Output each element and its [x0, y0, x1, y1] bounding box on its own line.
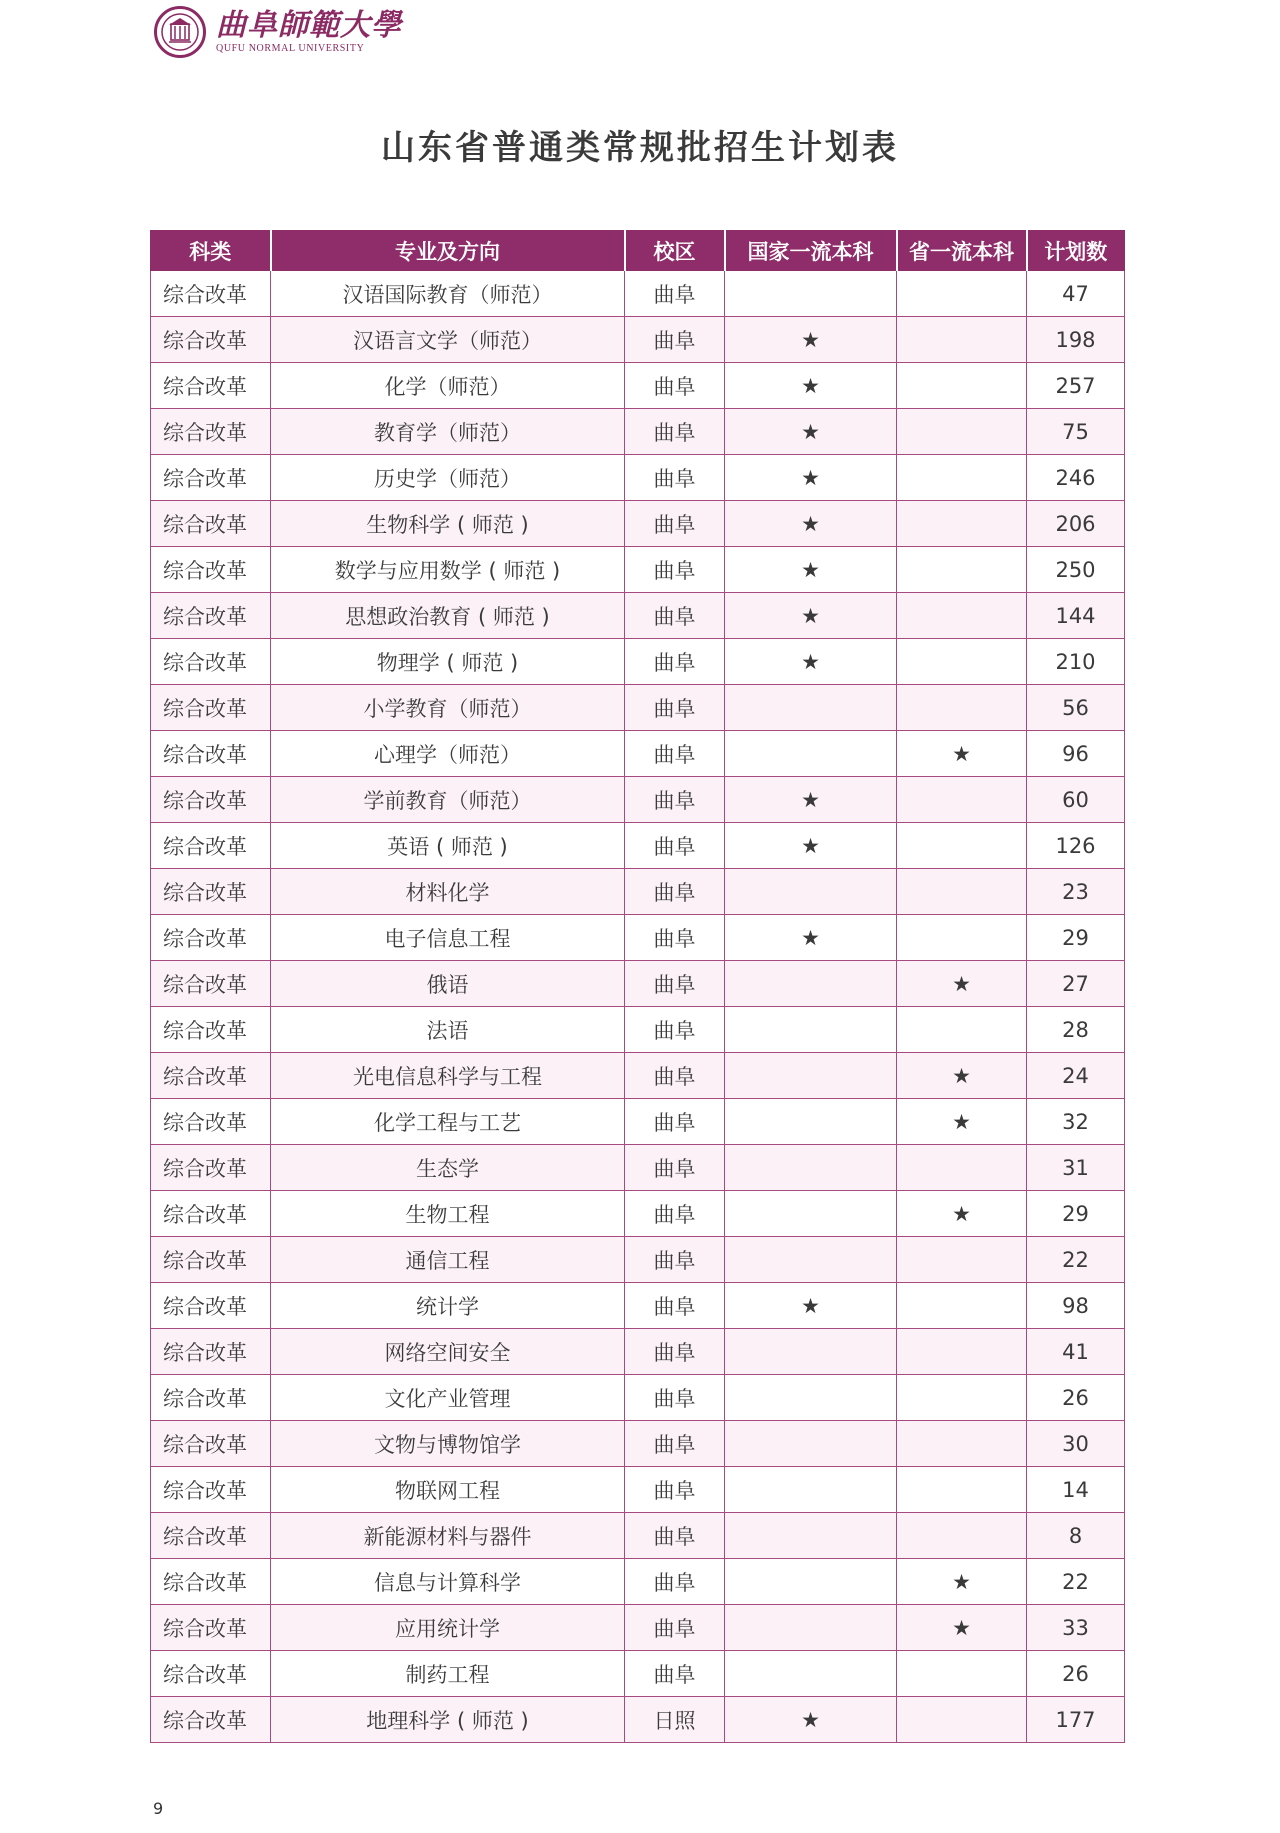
header-plan-count: 计划数	[1027, 231, 1125, 271]
cell-major: 新能源材料与器件	[271, 1513, 625, 1559]
table-row	[151, 1559, 1125, 1605]
table-row	[151, 639, 1125, 685]
table-row	[151, 1329, 1125, 1375]
cell-category: 综合改革	[151, 685, 271, 731]
cell-campus: 曲阜	[625, 593, 725, 639]
cell-category: 综合改革	[151, 455, 271, 501]
cell-major: 生态学	[271, 1145, 625, 1191]
cell-campus: 曲阜	[625, 1053, 725, 1099]
cell-major: 历史学（师范）	[271, 455, 625, 501]
cell-national-first-class	[725, 1605, 897, 1651]
cell-national-first-class	[725, 1651, 897, 1697]
cell-plan-count: 96	[1027, 731, 1125, 777]
cell-major: 物联网工程	[271, 1467, 625, 1513]
table-row	[151, 1697, 1125, 1743]
cell-major: 网络空间安全	[271, 1329, 625, 1375]
table-row	[151, 1283, 1125, 1329]
cell-major: 文化产业管理	[271, 1375, 625, 1421]
cell-provincial-first-class	[897, 501, 1027, 547]
cell-category: 综合改革	[151, 869, 271, 915]
header-category: 科类	[151, 231, 271, 271]
cell-major: 教育学（师范）	[271, 409, 625, 455]
cell-major: 化学工程与工艺	[271, 1099, 625, 1145]
table-row	[151, 823, 1125, 869]
table-row	[151, 1605, 1125, 1651]
table-row	[151, 1651, 1125, 1697]
cell-provincial-first-class	[897, 1007, 1027, 1053]
cell-category: 综合改革	[151, 1283, 271, 1329]
table-row	[151, 731, 1125, 777]
cell-category: 综合改革	[151, 639, 271, 685]
cell-plan-count: 30	[1027, 1421, 1125, 1467]
cell-campus: 曲阜	[625, 685, 725, 731]
cell-plan-count: 246	[1027, 455, 1125, 501]
logo-name-cn: 曲阜師範大學	[216, 8, 402, 43]
cell-plan-count: 8	[1027, 1513, 1125, 1559]
cell-major: 俄语	[271, 961, 625, 1007]
cell-major: 统计学	[271, 1283, 625, 1329]
cell-major: 信息与计算科学	[271, 1559, 625, 1605]
cell-national-first-class: ★	[725, 593, 897, 639]
cell-major: 小学教育（师范）	[271, 685, 625, 731]
cell-campus: 曲阜	[625, 1007, 725, 1053]
cell-national-first-class: ★	[725, 639, 897, 685]
cell-category: 综合改革	[151, 1375, 271, 1421]
cell-provincial-first-class	[897, 685, 1027, 731]
cell-national-first-class: ★	[725, 363, 897, 409]
cell-provincial-first-class: ★	[897, 961, 1027, 1007]
cell-plan-count: 177	[1027, 1697, 1125, 1743]
table-row	[151, 455, 1125, 501]
cell-national-first-class: ★	[725, 777, 897, 823]
cell-plan-count: 23	[1027, 869, 1125, 915]
cell-category: 综合改革	[151, 317, 271, 363]
cell-national-first-class	[725, 1191, 897, 1237]
cell-major: 汉语言文学（师范）	[271, 317, 625, 363]
cell-plan-count: 56	[1027, 685, 1125, 731]
cell-provincial-first-class	[897, 1329, 1027, 1375]
table-row	[151, 1145, 1125, 1191]
cell-category: 综合改革	[151, 731, 271, 777]
cell-campus: 曲阜	[625, 915, 725, 961]
cell-plan-count: 126	[1027, 823, 1125, 869]
cell-provincial-first-class	[897, 1421, 1027, 1467]
cell-provincial-first-class	[897, 639, 1027, 685]
cell-campus: 日照	[625, 1697, 725, 1743]
cell-provincial-first-class	[897, 271, 1027, 317]
table-row	[151, 271, 1125, 317]
cell-major: 文物与博物馆学	[271, 1421, 625, 1467]
cell-major: 化学（师范）	[271, 363, 625, 409]
cell-campus: 曲阜	[625, 1145, 725, 1191]
cell-campus: 曲阜	[625, 317, 725, 363]
cell-national-first-class	[725, 1329, 897, 1375]
cell-category: 综合改革	[151, 823, 271, 869]
cell-campus: 曲阜	[625, 1605, 725, 1651]
cell-campus: 曲阜	[625, 1375, 725, 1421]
cell-provincial-first-class	[897, 409, 1027, 455]
cell-plan-count: 98	[1027, 1283, 1125, 1329]
cell-provincial-first-class	[897, 593, 1027, 639]
cell-category: 综合改革	[151, 1651, 271, 1697]
cell-category: 综合改革	[151, 1467, 271, 1513]
cell-plan-count: 75	[1027, 409, 1125, 455]
table-row	[151, 1421, 1125, 1467]
table-row	[151, 777, 1125, 823]
cell-national-first-class	[725, 1467, 897, 1513]
cell-category: 综合改革	[151, 1145, 271, 1191]
cell-major: 通信工程	[271, 1237, 625, 1283]
page-title: 山东省普通类常规批招生计划表	[381, 128, 899, 168]
cell-category: 综合改革	[151, 501, 271, 547]
cell-campus: 曲阜	[625, 1421, 725, 1467]
cell-national-first-class: ★	[725, 317, 897, 363]
table-row	[151, 1007, 1125, 1053]
table-row	[151, 593, 1125, 639]
cell-campus: 曲阜	[625, 363, 725, 409]
cell-national-first-class	[725, 1099, 897, 1145]
cell-plan-count: 32	[1027, 1099, 1125, 1145]
cell-major: 地理科学 ( 师范 )	[271, 1697, 625, 1743]
cell-provincial-first-class	[897, 915, 1027, 961]
header-campus: 校区	[625, 231, 725, 271]
cell-plan-count: 210	[1027, 639, 1125, 685]
cell-campus: 曲阜	[625, 823, 725, 869]
cell-national-first-class	[725, 731, 897, 777]
cell-national-first-class	[725, 1237, 897, 1283]
cell-provincial-first-class	[897, 1513, 1027, 1559]
cell-category: 综合改革	[151, 1053, 271, 1099]
cell-provincial-first-class: ★	[897, 1605, 1027, 1651]
cell-major: 应用统计学	[271, 1605, 625, 1651]
cell-major: 学前教育（师范）	[271, 777, 625, 823]
cell-plan-count: 29	[1027, 915, 1125, 961]
cell-national-first-class	[725, 1053, 897, 1099]
cell-major: 心理学（师范）	[271, 731, 625, 777]
cell-national-first-class	[725, 685, 897, 731]
cell-national-first-class	[725, 1007, 897, 1053]
cell-national-first-class	[725, 1145, 897, 1191]
cell-provincial-first-class	[897, 363, 1027, 409]
cell-category: 综合改革	[151, 547, 271, 593]
cell-campus: 曲阜	[625, 271, 725, 317]
cell-provincial-first-class	[897, 455, 1027, 501]
header-major: 专业及方向	[271, 231, 625, 271]
cell-major: 英语 ( 师范 )	[271, 823, 625, 869]
header-provincial-first-class: 省一流本科	[897, 231, 1027, 271]
cell-plan-count: 26	[1027, 1375, 1125, 1421]
cell-category: 综合改革	[151, 593, 271, 639]
cell-provincial-first-class: ★	[897, 1053, 1027, 1099]
cell-campus: 曲阜	[625, 409, 725, 455]
cell-category: 综合改革	[151, 1559, 271, 1605]
cell-campus: 曲阜	[625, 1513, 725, 1559]
table-row	[151, 1237, 1125, 1283]
cell-campus: 曲阜	[625, 501, 725, 547]
cell-national-first-class	[725, 1375, 897, 1421]
cell-major: 法语	[271, 1007, 625, 1053]
cell-national-first-class: ★	[725, 823, 897, 869]
cell-provincial-first-class	[897, 1375, 1027, 1421]
table-row	[151, 685, 1125, 731]
cell-plan-count: 14	[1027, 1467, 1125, 1513]
cell-plan-count: 41	[1027, 1329, 1125, 1375]
cell-provincial-first-class	[897, 1283, 1027, 1329]
cell-campus: 曲阜	[625, 639, 725, 685]
table-row	[151, 1053, 1125, 1099]
cell-plan-count: 144	[1027, 593, 1125, 639]
table-row	[151, 317, 1125, 363]
cell-national-first-class	[725, 1559, 897, 1605]
cell-campus: 曲阜	[625, 547, 725, 593]
cell-campus: 曲阜	[625, 1237, 725, 1283]
cell-campus: 曲阜	[625, 1099, 725, 1145]
cell-campus: 曲阜	[625, 869, 725, 915]
cell-category: 综合改革	[151, 777, 271, 823]
cell-provincial-first-class	[897, 317, 1027, 363]
cell-national-first-class	[725, 1421, 897, 1467]
cell-campus: 曲阜	[625, 1559, 725, 1605]
cell-provincial-first-class	[897, 1651, 1027, 1697]
cell-provincial-first-class	[897, 1237, 1027, 1283]
cell-category: 综合改革	[151, 1421, 271, 1467]
cell-category: 综合改革	[151, 1007, 271, 1053]
cell-major: 数学与应用数学 ( 师范 )	[271, 547, 625, 593]
cell-campus: 曲阜	[625, 1467, 725, 1513]
enrollment-plan-table	[150, 230, 1125, 1743]
table-row	[151, 1467, 1125, 1513]
cell-provincial-first-class	[897, 1697, 1027, 1743]
cell-campus: 曲阜	[625, 1651, 725, 1697]
cell-national-first-class	[725, 271, 897, 317]
cell-category: 综合改革	[151, 363, 271, 409]
cell-campus: 曲阜	[625, 961, 725, 1007]
cell-major: 材料化学	[271, 869, 625, 915]
cell-plan-count: 31	[1027, 1145, 1125, 1191]
table-row	[151, 501, 1125, 547]
cell-category: 综合改革	[151, 1513, 271, 1559]
table-row	[151, 1191, 1125, 1237]
cell-plan-count: 250	[1027, 547, 1125, 593]
table-row	[151, 915, 1125, 961]
university-seal-icon	[154, 6, 206, 58]
cell-national-first-class: ★	[725, 501, 897, 547]
table-row	[151, 1099, 1125, 1145]
cell-major: 光电信息科学与工程	[271, 1053, 625, 1099]
cell-national-first-class: ★	[725, 409, 897, 455]
cell-national-first-class	[725, 869, 897, 915]
cell-plan-count: 33	[1027, 1605, 1125, 1651]
cell-national-first-class	[725, 1513, 897, 1559]
table-row	[151, 961, 1125, 1007]
cell-national-first-class: ★	[725, 455, 897, 501]
cell-plan-count: 60	[1027, 777, 1125, 823]
cell-national-first-class: ★	[725, 547, 897, 593]
cell-plan-count: 28	[1027, 1007, 1125, 1053]
cell-category: 综合改革	[151, 915, 271, 961]
page-number: 9	[153, 1799, 164, 1818]
logo-name-en: QUFU NORMAL UNIVERSITY	[216, 43, 365, 54]
cell-provincial-first-class: ★	[897, 731, 1027, 777]
cell-major: 物理学 ( 师范 )	[271, 639, 625, 685]
cell-plan-count: 27	[1027, 961, 1125, 1007]
cell-campus: 曲阜	[625, 777, 725, 823]
cell-plan-count: 257	[1027, 363, 1125, 409]
cell-national-first-class	[725, 961, 897, 1007]
table-row	[151, 869, 1125, 915]
cell-plan-count: 47	[1027, 271, 1125, 317]
cell-plan-count: 198	[1027, 317, 1125, 363]
cell-category: 综合改革	[151, 1329, 271, 1375]
cell-major: 制药工程	[271, 1651, 625, 1697]
cell-category: 综合改革	[151, 961, 271, 1007]
cell-provincial-first-class	[897, 1145, 1027, 1191]
cell-category: 综合改革	[151, 271, 271, 317]
cell-category: 综合改革	[151, 1605, 271, 1651]
cell-provincial-first-class: ★	[897, 1559, 1027, 1605]
cell-plan-count: 26	[1027, 1651, 1125, 1697]
cell-provincial-first-class	[897, 777, 1027, 823]
cell-major: 生物工程	[271, 1191, 625, 1237]
table-row	[151, 1375, 1125, 1421]
cell-plan-count: 22	[1027, 1237, 1125, 1283]
university-logo	[154, 6, 402, 58]
cell-provincial-first-class	[897, 869, 1027, 915]
cell-national-first-class: ★	[725, 1697, 897, 1743]
cell-provincial-first-class: ★	[897, 1191, 1027, 1237]
header-national-first-class: 国家一流本科	[725, 231, 897, 271]
cell-category: 综合改革	[151, 1191, 271, 1237]
cell-national-first-class: ★	[725, 1283, 897, 1329]
cell-major: 电子信息工程	[271, 915, 625, 961]
cell-category: 综合改革	[151, 409, 271, 455]
cell-provincial-first-class	[897, 1467, 1027, 1513]
cell-provincial-first-class	[897, 547, 1027, 593]
cell-plan-count: 29	[1027, 1191, 1125, 1237]
cell-category: 综合改革	[151, 1099, 271, 1145]
cell-campus: 曲阜	[625, 1283, 725, 1329]
cell-major: 思想政治教育 ( 师范 )	[271, 593, 625, 639]
cell-category: 综合改革	[151, 1697, 271, 1743]
cell-major: 生物科学 ( 师范 )	[271, 501, 625, 547]
cell-campus: 曲阜	[625, 1329, 725, 1375]
table-row	[151, 409, 1125, 455]
cell-national-first-class: ★	[725, 915, 897, 961]
cell-provincial-first-class: ★	[897, 1099, 1027, 1145]
cell-campus: 曲阜	[625, 731, 725, 777]
cell-category: 综合改革	[151, 1237, 271, 1283]
table-header-row	[151, 231, 1125, 271]
cell-plan-count: 24	[1027, 1053, 1125, 1099]
cell-campus: 曲阜	[625, 455, 725, 501]
table-row	[151, 1513, 1125, 1559]
cell-campus: 曲阜	[625, 1191, 725, 1237]
table-row	[151, 547, 1125, 593]
cell-plan-count: 22	[1027, 1559, 1125, 1605]
table-row	[151, 363, 1125, 409]
cell-major: 汉语国际教育（师范）	[271, 271, 625, 317]
cell-provincial-first-class	[897, 823, 1027, 869]
cell-plan-count: 206	[1027, 501, 1125, 547]
